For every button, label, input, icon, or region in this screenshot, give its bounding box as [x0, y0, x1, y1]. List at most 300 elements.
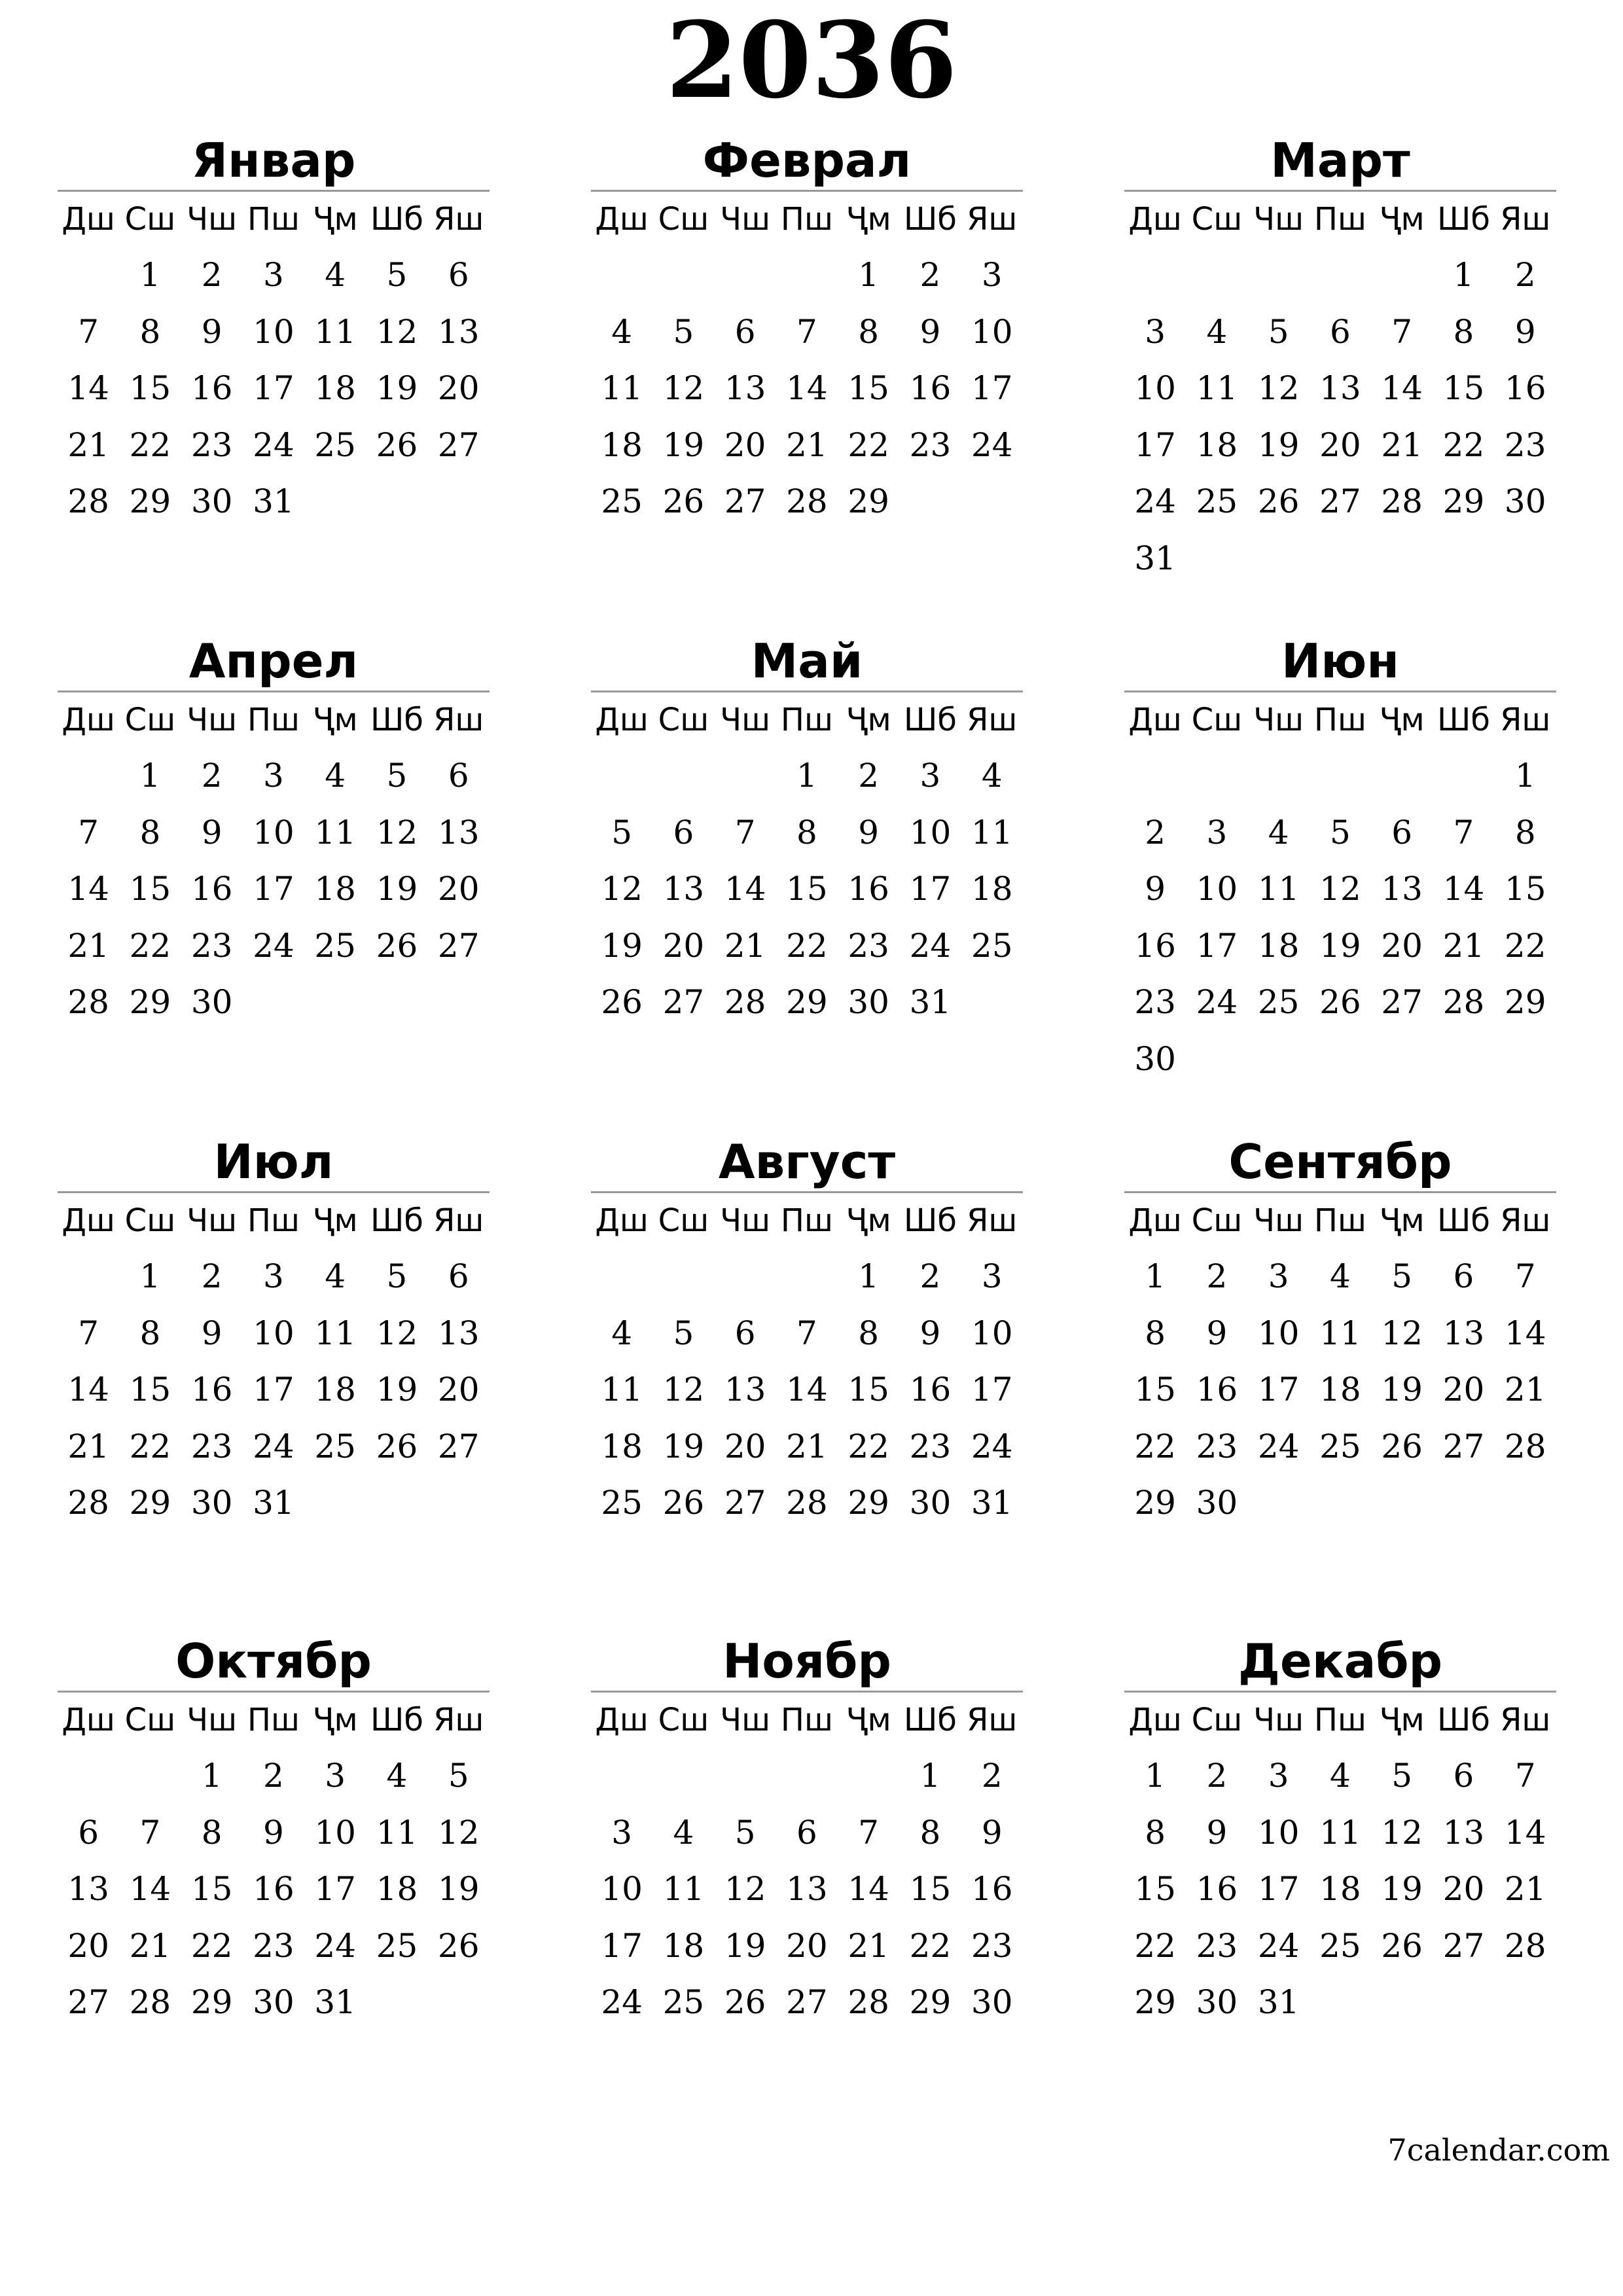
day-cell: 22: [847, 425, 889, 464]
day-cell: 26: [376, 425, 418, 464]
weekday-label: Шб: [903, 201, 957, 238]
day-cell: 9: [1145, 870, 1166, 908]
weekday-label: Шб: [370, 702, 423, 738]
day-cell: 15: [847, 1371, 889, 1408]
day-cell: [58, 1748, 119, 1804]
day-cell: 15: [847, 369, 889, 407]
day-cell: 23: [1134, 983, 1176, 1021]
weekday-label: Дш: [62, 702, 115, 738]
day-cell: 11: [601, 1371, 643, 1408]
day-cell: 22: [129, 1427, 171, 1465]
day-cell: 4: [611, 312, 633, 351]
day-cell: 21: [67, 425, 109, 464]
month-name: Август: [591, 1126, 1023, 1193]
weekday-label: Ҷм: [312, 702, 358, 738]
day-cell: 13: [724, 1371, 766, 1408]
day-cell: 27: [662, 983, 705, 1021]
day-cell: 18: [601, 1427, 643, 1465]
day-cell: 1: [858, 256, 880, 294]
day-cell: 3: [981, 256, 1003, 294]
weekday-label: Шб: [1436, 201, 1490, 238]
week-row: [1124, 530, 1556, 587]
weekday-header-row: [591, 1193, 1023, 1248]
week-row: [1124, 304, 1556, 361]
day-cell: 20: [437, 1371, 480, 1408]
day-cell: 1: [1145, 1257, 1166, 1295]
day-cell: 25: [601, 1484, 643, 1522]
day-cell: 16: [1196, 1870, 1238, 1908]
day-cell: 17: [1257, 1371, 1300, 1408]
day-cell: 23: [909, 1427, 952, 1465]
day-cell: 8: [1145, 1813, 1166, 1852]
weekday-label: Шб: [370, 1202, 423, 1239]
day-cell: 23: [190, 1427, 233, 1465]
day-cell: 14: [786, 369, 828, 407]
day-cell: 14: [1504, 1314, 1546, 1352]
weekday-label: Пш: [780, 1202, 833, 1239]
month-name: Сентябр: [1124, 1126, 1556, 1193]
day-cell: 12: [662, 1371, 705, 1408]
month-block: [591, 1625, 1023, 2031]
day-cell: 29: [129, 983, 171, 1021]
day-cell: 31: [1134, 539, 1176, 577]
day-cell: 14: [129, 1870, 171, 1908]
day-cell: 18: [314, 1371, 356, 1408]
day-cell: 30: [253, 1983, 294, 2021]
week-row: [591, 1361, 1023, 1418]
weekday-header-row: [58, 1193, 490, 1248]
weekday-label: Сш: [658, 1702, 709, 1738]
day-cell: [591, 1748, 652, 1804]
day-cell: 29: [1134, 1484, 1176, 1522]
week-row: [591, 747, 1023, 804]
day-cell: 17: [601, 1926, 643, 1965]
weekday-label: Дш: [595, 1202, 649, 1239]
day-cell: [1310, 247, 1371, 304]
day-cell: 11: [314, 312, 356, 351]
day-cell: 28: [67, 1484, 109, 1522]
weekday-label: Яш: [433, 1702, 484, 1738]
day-cell: 19: [1257, 425, 1300, 464]
day-cell: 28: [129, 1983, 171, 2021]
day-cell: 17: [971, 369, 1013, 407]
day-cell: 22: [786, 926, 828, 965]
week-row: [58, 1361, 490, 1418]
weekday-label: Яш: [433, 201, 484, 238]
day-cell: 3: [1268, 1257, 1289, 1295]
day-cell: 29: [1134, 1983, 1176, 2021]
day-cell: [428, 473, 490, 530]
day-cell: 20: [724, 1427, 766, 1465]
week-row: [58, 1305, 490, 1362]
day-cell: 2: [919, 256, 941, 294]
day-cell: 9: [858, 813, 880, 852]
weekday-header-row: [58, 692, 490, 747]
month-block: [591, 625, 1023, 1031]
day-cell: [1371, 747, 1433, 804]
day-cell: 9: [1206, 1314, 1228, 1352]
day-cell: 26: [1381, 1926, 1423, 1965]
day-cell: [1248, 747, 1310, 804]
week-row: [1124, 747, 1556, 804]
day-cell: 17: [314, 1870, 356, 1908]
day-cell: 24: [971, 425, 1013, 464]
month-name: Март: [1124, 124, 1556, 192]
day-cell: 11: [314, 1314, 356, 1352]
day-cell: 14: [1442, 870, 1485, 908]
day-cell: 8: [139, 1314, 161, 1352]
day-cell: 30: [1504, 482, 1546, 520]
day-cell: 16: [190, 1371, 233, 1408]
day-cell: 13: [786, 1870, 828, 1908]
day-cell: 18: [376, 1870, 418, 1908]
week-row: [58, 304, 490, 361]
day-cell: 19: [376, 1371, 418, 1408]
day-cell: 6: [1453, 1257, 1474, 1295]
day-cell: 15: [1504, 870, 1546, 908]
day-cell: [1433, 530, 1494, 587]
day-cell: 16: [909, 369, 952, 407]
day-cell: 15: [190, 1870, 233, 1908]
weekday-label: Сш: [658, 702, 709, 738]
day-cell: 5: [673, 1314, 694, 1352]
week-row: [58, 747, 490, 804]
weekday-label: Ҷм: [1379, 702, 1425, 738]
weekday-label: Чш: [187, 1702, 238, 1738]
day-cell: 25: [376, 1926, 418, 1965]
weekday-header-row: [591, 692, 1023, 747]
day-cell: 18: [314, 369, 356, 407]
day-cell: 29: [909, 1983, 952, 2021]
day-cell: [1248, 1475, 1310, 1532]
week-row: [591, 417, 1023, 474]
day-cell: 27: [786, 1983, 828, 2021]
day-cell: 15: [1442, 369, 1485, 407]
day-cell: 30: [1196, 1484, 1238, 1522]
month-name: Апрел: [58, 625, 490, 692]
day-cell: [1495, 1974, 1556, 2031]
day-cell: 30: [971, 1983, 1013, 2021]
day-cell: 23: [847, 926, 889, 965]
day-cell: 2: [981, 1757, 1003, 1795]
week-row: [591, 1305, 1023, 1362]
day-cell: 11: [1319, 1813, 1361, 1852]
day-cell: 1: [139, 1257, 161, 1295]
day-cell: 15: [129, 1371, 171, 1408]
day-cell: 7: [1391, 312, 1413, 351]
week-row: [591, 1475, 1023, 1532]
month-name: Декабр: [1124, 1625, 1556, 1693]
day-cell: 24: [1134, 482, 1176, 520]
day-cell: 27: [67, 1983, 109, 2021]
day-cell: 6: [734, 1314, 756, 1352]
day-cell: [1495, 530, 1556, 587]
day-cell: 14: [786, 1371, 828, 1408]
week-row: [1124, 974, 1556, 1031]
day-cell: 19: [1381, 1371, 1423, 1408]
day-cell: 25: [1319, 1926, 1361, 1965]
month-block: [1124, 1625, 1556, 2031]
day-cell: 3: [263, 1257, 284, 1295]
weekday-label: Пш: [780, 201, 833, 238]
week-row: [58, 918, 490, 975]
day-cell: 28: [1381, 482, 1423, 520]
day-cell: 5: [734, 1813, 756, 1852]
day-cell: 24: [253, 926, 294, 965]
weekday-label: Ҷм: [846, 1202, 891, 1239]
day-cell: 10: [1257, 1314, 1300, 1352]
weekday-header-row: [591, 1693, 1023, 1748]
day-cell: 16: [253, 1870, 294, 1908]
weekday-label: Шб: [1436, 1702, 1490, 1738]
day-cell: 17: [253, 870, 294, 908]
day-cell: 12: [1319, 870, 1361, 908]
day-cell: 17: [253, 369, 294, 407]
day-cell: [58, 747, 119, 804]
day-cell: 1: [1514, 757, 1536, 795]
day-cell: 9: [201, 312, 223, 351]
day-cell: 13: [67, 1870, 109, 1908]
day-cell: [304, 473, 366, 530]
day-cell: 29: [847, 482, 889, 520]
day-cell: 13: [1381, 870, 1423, 908]
day-cell: 16: [847, 870, 889, 908]
day-cell: 2: [263, 1757, 284, 1795]
day-cell: [715, 247, 776, 304]
day-cell: 8: [858, 312, 880, 351]
day-cell: 25: [971, 926, 1013, 965]
weekday-label: Пш: [247, 1702, 300, 1738]
day-cell: 4: [611, 1314, 633, 1352]
day-cell: 12: [376, 312, 418, 351]
month-block: [591, 124, 1023, 530]
week-row: [1124, 360, 1556, 417]
weekday-header-row: [58, 1693, 490, 1748]
weekday-label: Сш: [124, 702, 176, 738]
day-cell: 9: [981, 1813, 1003, 1852]
day-cell: [1186, 1031, 1247, 1088]
month-name: Июн: [1124, 625, 1556, 692]
weekday-label: Ҷм: [846, 702, 891, 738]
week-row: [591, 247, 1023, 304]
week-row: [58, 247, 490, 304]
day-cell: 16: [1134, 926, 1176, 965]
day-cell: 14: [1381, 369, 1423, 407]
day-cell: 8: [139, 312, 161, 351]
day-cell: [1433, 747, 1494, 804]
week-row: [58, 473, 490, 530]
week-row: [1124, 1748, 1556, 1804]
day-cell: 2: [1206, 1257, 1228, 1295]
day-cell: [428, 1475, 490, 1532]
day-cell: 25: [314, 425, 356, 464]
day-cell: 19: [1319, 926, 1361, 965]
weekday-label: Сш: [658, 201, 709, 238]
day-cell: 2: [858, 757, 880, 795]
day-cell: 6: [1330, 312, 1351, 351]
day-cell: 5: [1391, 1257, 1413, 1295]
day-cell: 23: [1196, 1427, 1238, 1465]
weekday-label: Ҷм: [846, 201, 891, 238]
day-cell: 13: [437, 813, 480, 852]
week-row: [58, 1748, 490, 1804]
day-cell: 13: [1442, 1314, 1485, 1352]
day-cell: 21: [786, 425, 828, 464]
day-cell: 2: [1206, 1757, 1228, 1795]
weekday-label: Сш: [1191, 201, 1243, 238]
weekday-label: Шб: [903, 1702, 957, 1738]
day-cell: 31: [253, 1484, 294, 1522]
week-row: [1124, 417, 1556, 474]
day-cell: 26: [662, 1484, 705, 1522]
day-cell: 18: [314, 870, 356, 908]
weekday-label: Ҷм: [312, 1702, 358, 1738]
day-cell: [776, 247, 838, 304]
month-block: [58, 124, 490, 530]
day-cell: [366, 1475, 427, 1532]
day-cell: 27: [1442, 1926, 1485, 1965]
day-cell: [1433, 1475, 1494, 1532]
day-cell: 14: [847, 1870, 889, 1908]
day-cell: 5: [448, 1757, 469, 1795]
day-cell: 23: [190, 425, 233, 464]
day-cell: 8: [1145, 1314, 1166, 1352]
day-cell: 12: [724, 1870, 766, 1908]
day-cell: 27: [1319, 482, 1361, 520]
weekday-label: Пш: [1313, 1202, 1366, 1239]
day-cell: [1310, 747, 1371, 804]
day-cell: 31: [909, 983, 952, 1021]
day-cell: 20: [1319, 425, 1361, 464]
week-row: [591, 360, 1023, 417]
day-cell: 28: [67, 983, 109, 1021]
week-row: [591, 1248, 1023, 1305]
day-cell: 1: [919, 1757, 941, 1795]
day-cell: 25: [1196, 482, 1238, 520]
day-cell: 31: [314, 1983, 356, 2021]
day-cell: 24: [1257, 1926, 1300, 1965]
weekday-header-row: [1124, 1193, 1556, 1248]
day-cell: 7: [734, 813, 756, 852]
day-cell: 20: [724, 425, 766, 464]
week-row: [591, 861, 1023, 918]
weekday-label: Дш: [62, 1202, 115, 1239]
day-cell: 9: [263, 1813, 284, 1852]
weekday-header-row: [1124, 1693, 1556, 1748]
day-cell: 23: [909, 425, 952, 464]
day-cell: 29: [129, 482, 171, 520]
day-cell: 9: [919, 1314, 941, 1352]
weekday-label: Дш: [595, 201, 649, 238]
weekday-label: Дш: [62, 201, 115, 238]
day-cell: 21: [1504, 1371, 1546, 1408]
weekday-label: Ҷм: [1379, 1202, 1425, 1239]
day-cell: 22: [909, 1926, 952, 1965]
day-cell: 16: [190, 870, 233, 908]
weekday-label: Чш: [720, 201, 771, 238]
day-cell: 13: [437, 312, 480, 351]
day-cell: 27: [724, 482, 766, 520]
day-cell: 21: [67, 926, 109, 965]
day-cell: [591, 747, 652, 804]
day-cell: 10: [253, 1314, 294, 1352]
day-cell: [1124, 247, 1186, 304]
day-cell: 27: [1381, 983, 1423, 1021]
day-cell: 4: [1330, 1757, 1351, 1795]
day-cell: 2: [201, 1257, 223, 1295]
weekday-label: Пш: [1313, 201, 1366, 238]
day-cell: 19: [1381, 1870, 1423, 1908]
day-cell: 1: [1453, 256, 1474, 294]
weekday-label: Ҷм: [312, 201, 358, 238]
day-cell: 31: [1257, 1983, 1300, 2021]
day-cell: 4: [1268, 813, 1289, 852]
day-cell: [1124, 747, 1186, 804]
week-row: [58, 974, 490, 1031]
day-cell: 7: [1514, 1257, 1536, 1295]
day-cell: 15: [909, 1870, 952, 1908]
day-cell: [304, 1475, 366, 1532]
day-cell: 6: [1453, 1757, 1474, 1795]
day-cell: 12: [601, 870, 643, 908]
day-cell: 4: [1330, 1257, 1351, 1295]
weekday-label: Шб: [1436, 1202, 1490, 1239]
day-cell: 12: [1381, 1813, 1423, 1852]
day-cell: [715, 747, 776, 804]
week-row: [1124, 1305, 1556, 1362]
day-cell: 29: [786, 983, 828, 1021]
day-cell: 27: [437, 926, 480, 965]
day-cell: 23: [253, 1926, 294, 1965]
day-cell: 17: [909, 870, 952, 908]
weekday-label: Ҷм: [1379, 201, 1425, 238]
day-cell: 24: [909, 926, 952, 965]
day-cell: 1: [139, 256, 161, 294]
day-cell: 1: [796, 757, 817, 795]
day-cell: 21: [1442, 926, 1485, 965]
week-row: [1124, 1804, 1556, 1861]
day-cell: 22: [1504, 926, 1546, 965]
week-row: [1124, 247, 1556, 304]
month-block: [58, 1625, 490, 2031]
weekday-label: Пш: [780, 702, 833, 738]
day-cell: 24: [971, 1427, 1013, 1465]
day-cell: 17: [971, 1371, 1013, 1408]
week-row: [1124, 1248, 1556, 1305]
day-cell: 8: [796, 813, 817, 852]
day-cell: [961, 974, 1023, 1031]
day-cell: 26: [662, 482, 705, 520]
weekday-label: Чш: [720, 702, 771, 738]
day-cell: 24: [601, 1983, 643, 2021]
day-cell: 26: [1319, 983, 1361, 1021]
day-cell: 27: [437, 1427, 480, 1465]
day-cell: 5: [1268, 312, 1289, 351]
day-cell: 4: [386, 1757, 408, 1795]
day-cell: [1371, 1974, 1433, 2031]
weekday-label: Пш: [247, 1202, 300, 1239]
week-row: [591, 918, 1023, 975]
day-cell: 31: [971, 1484, 1013, 1522]
day-cell: 8: [139, 813, 161, 852]
week-row: [591, 804, 1023, 861]
weekday-label: Шб: [903, 1202, 957, 1239]
day-cell: 27: [1442, 1427, 1485, 1465]
day-cell: 1: [858, 1257, 880, 1295]
weekday-label: Яш: [433, 1202, 484, 1239]
day-cell: 3: [325, 1757, 346, 1795]
day-cell: [776, 1248, 838, 1305]
